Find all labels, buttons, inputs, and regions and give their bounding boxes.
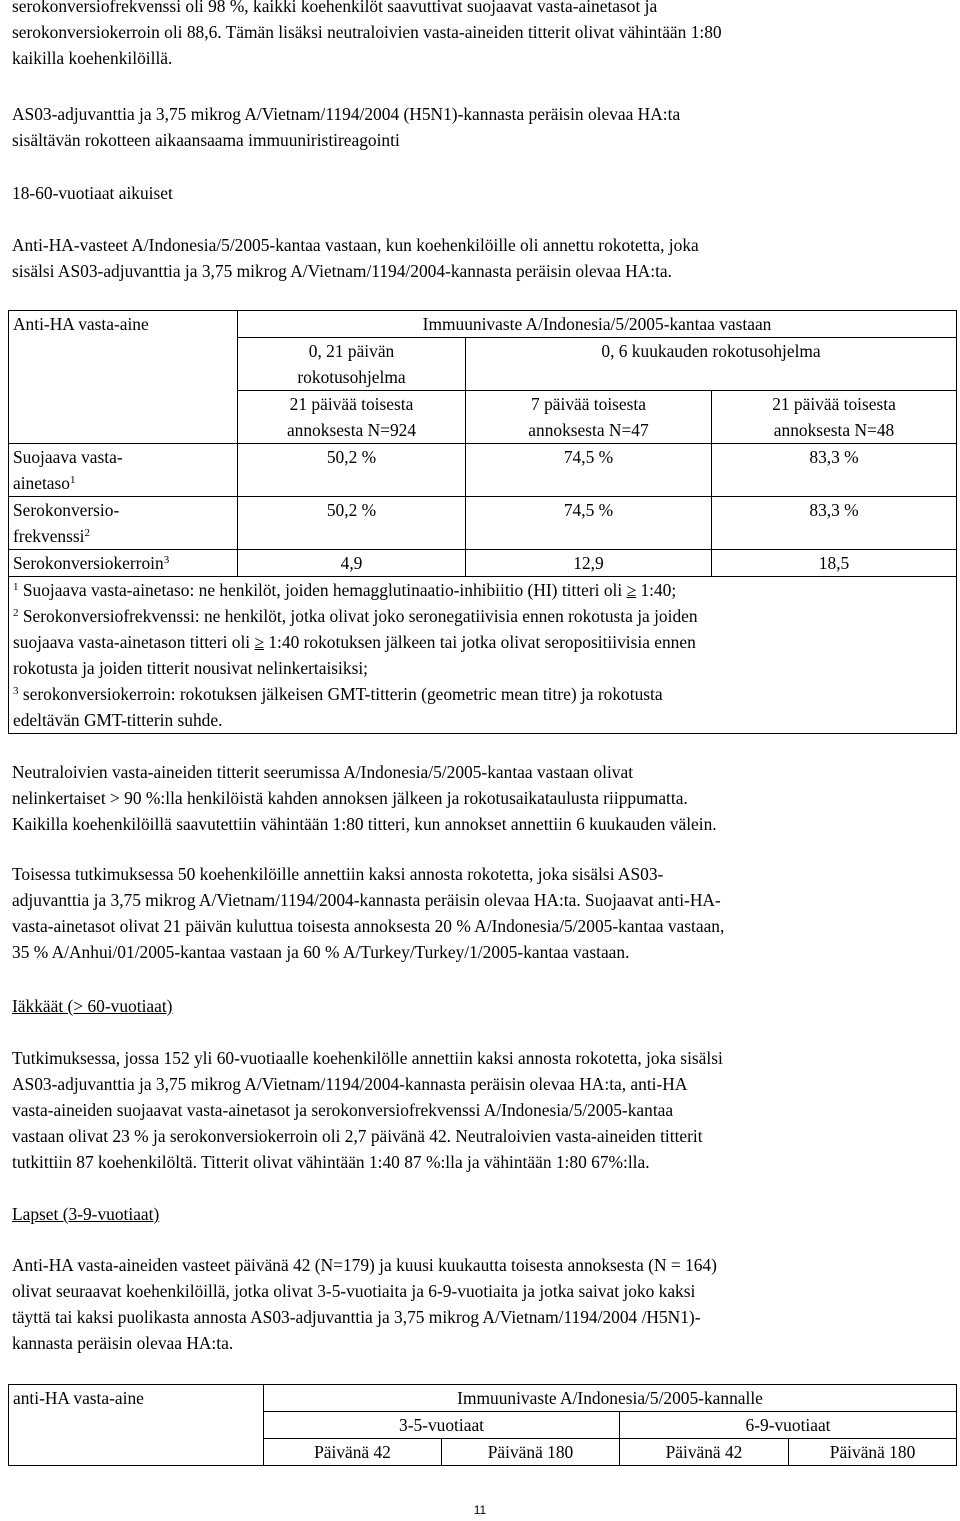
table-header-cell: Anti-HA vasta-aine <box>9 311 238 338</box>
paragraph-line: AS03-adjuvanttia ja 3,75 mikrog A/Vietnam/1194/2004-kannasta peräisin olevaa HA:ta, anti-HA <box>12 1074 688 1094</box>
footnote: edeltävän GMT-titterin suhde. <box>13 710 223 730</box>
paragraph-line: täyttä tai kaksi puolikasta annosta AS03-adjuvanttia ja 3,75 mikrog A/Vietnam/1194/2004 /H5N1)- <box>12 1307 701 1327</box>
table-header-cell <box>466 391 712 444</box>
children-heading: Lapset (3-9-vuotiaat) <box>12 1204 160 1224</box>
intro-line: serokonversiokerroin oli 88,6. Tämän lisäksi neutraloivien vasta-aineiden titterit olivat vähintään 1:80 <box>12 22 722 42</box>
table-header-cell: Päivänä 42 <box>620 1439 789 1466</box>
footnote-ref: 3 <box>163 554 170 566</box>
footnote-text: serokonversiokerroin: rokotuksen jälkeisen GMT-titterin (geometric mean titre) ja rokotusta <box>22 684 663 704</box>
intro-line: kaikilla koehenkilöillä. <box>12 48 173 68</box>
table-header-cell: Päivänä 180 <box>442 1439 620 1466</box>
section-heading-line: sisältävän rokotteen aikaansaama immuuniristireagointi <box>12 130 400 150</box>
footnote-text: 1:40; <box>636 580 677 600</box>
intro-paragraph <box>12 0 942 71</box>
timepoint-label: annoksesta N=924 <box>286 420 417 440</box>
age-group-label: 18-60-vuotiaat aikuiset <box>12 183 173 203</box>
footnote-mark: 3 <box>13 685 19 697</box>
children-paragraph <box>12 1252 942 1356</box>
row-label: Suojaava vasta- <box>13 447 123 467</box>
table-header-cell: Päivänä 180 <box>789 1439 957 1466</box>
geq-symbol: ≥ <box>254 632 265 652</box>
paragraph-line: vastaan olivat 23 % ja serokonversiokerroin oli 2,7 päivänä 42. Neutraloivien vasta-aineiden titterit <box>12 1126 703 1146</box>
row-label: ainetaso <box>13 473 70 493</box>
table-row <box>9 444 957 497</box>
table-cell: 83,3 % <box>712 497 957 550</box>
footnote <box>13 603 952 629</box>
paragraph-line: olivat seuraavat koehenkilöillä, jotka olivat 3-5-vuotiaita ja 6-9-vuotiaita ja jotka saivat joko kaksi <box>12 1281 696 1301</box>
table-cell: 50,2 % <box>238 444 466 497</box>
table-cell: 18,5 <box>712 550 957 577</box>
page-number: 11 <box>473 1503 487 1517</box>
table-cell: 4,9 <box>238 550 466 577</box>
section-description <box>12 232 942 284</box>
footnote-mark: 2 <box>13 607 19 619</box>
footnote <box>13 577 952 603</box>
table-row <box>9 311 957 338</box>
paragraph-line: Anti-HA vasta-aineiden vasteet päivänä 42 (N=179) ja kuusi kuukautta toisesta annoksesta (N = 164) <box>12 1255 717 1275</box>
table-row <box>9 1385 957 1412</box>
timepoint-label: 21 päivää toisesta <box>289 394 414 414</box>
section-heading-line: AS03-adjuvanttia ja 3,75 mikrog A/Vietnam/1194/2004 (H5N1)-kannasta peräisin olevaa HA:ta <box>12 104 681 124</box>
table-header-cell: anti-HA vasta-aine <box>9 1385 264 1412</box>
footnote-mark: 1 <box>13 581 19 593</box>
timepoint-label: 21 päivää toisesta <box>772 394 896 414</box>
table-header-cell: Päivänä 42 <box>264 1439 442 1466</box>
footnote-text: Suojaava vasta-ainetaso: ne henkilöt, joiden hemagglutinaatio-inhibiitio (HI) titteri oli <box>22 580 627 600</box>
timepoint-label: 7 päivää toisesta <box>531 394 646 414</box>
table-footnotes <box>9 577 957 734</box>
paragraph-line: vasta-aineiden suojaavat vasta-ainetasot ja serokonversiofrekvenssi A/Indonesia/5/2005-kantaa <box>12 1100 674 1120</box>
description-line: sisälsi AS03-adjuvanttia ja 3,75 mikrog A/Vietnam/1194/2004-kannasta peräisin olevaa HA:ta. <box>12 261 672 281</box>
immune-response-table <box>8 310 957 734</box>
table-row <box>9 1439 957 1466</box>
row-label-cell <box>9 497 238 550</box>
table-row <box>9 497 957 550</box>
table-cell: 83,3 % <box>712 444 957 497</box>
footnote <box>13 629 952 655</box>
table-cell <box>9 391 238 444</box>
footnote <box>13 681 952 707</box>
footnote-ref: 2 <box>84 527 90 539</box>
elderly-paragraph <box>12 1045 942 1175</box>
children-response-table <box>8 1384 957 1466</box>
table-row <box>9 1412 957 1439</box>
paragraph-line: vasta-ainetasot olivat 21 päivän kuluttua toisesta annoksesta 20 % A/Indonesia/5/2005-kantaa vastaan, <box>12 916 725 936</box>
paragraph-line: tutkittiin 87 koehenkilöltä. Titterit olivat vähintään 1:40 87 %:lla ja vähintään 1:80 67%:lla. <box>12 1152 650 1172</box>
row-label: Serokonversiokerroin <box>13 553 164 573</box>
footnote-ref: 1 <box>69 474 76 486</box>
table-header-cell: Immuunivaste A/Indonesia/5/2005-kannalle <box>264 1385 957 1412</box>
paragraph-line: 35 % A/Anhui/01/2005-kantaa vastaan ja 60 % A/Turkey/Turkey/1/2005-kantaa vastaan. <box>12 942 630 962</box>
table-header-cell: Immuunivaste A/Indonesia/5/2005-kantaa vastaan <box>238 311 957 338</box>
table-cell: 74,5 % <box>466 444 712 497</box>
table-cell: 12,9 <box>466 550 712 577</box>
schedule-label: 0, 21 päivän <box>308 341 395 361</box>
footnote: rokotusta ja joiden titterit nousivat nelinkertaisiksi; <box>13 658 368 678</box>
table-cell: 50,2 % <box>238 497 466 550</box>
table-footnote-row <box>9 577 957 734</box>
row-label: frekvenssi <box>13 526 85 546</box>
table-header-cell: 3-5-vuotiaat <box>264 1412 620 1439</box>
table-header-cell <box>238 338 466 391</box>
schedule-label: rokotusohjelma <box>297 367 406 387</box>
description-line: Anti-HA-vasteet A/Indonesia/5/2005-kantaa vastaan, kun koehenkilöille oli annettu rokotetta, joka <box>12 235 699 255</box>
paragraph-line: nelinkertaiset > 90 %:lla henkilöistä kahden annoksen jälkeen ja rokotusaikataulusta riippumatta. <box>12 788 688 808</box>
timepoint-label: annoksesta N=48 <box>773 420 895 440</box>
section-heading <box>12 101 942 153</box>
table-cell <box>9 1412 264 1439</box>
geq-symbol: ≥ <box>626 580 637 600</box>
paragraph-line: Tutkimuksessa, jossa 152 yli 60-vuotiaalle koehenkilölle annettiin kaksi annosta rokotetta, joka sisälsi <box>12 1048 723 1068</box>
table-header-cell: 6-9-vuotiaat <box>620 1412 957 1439</box>
paragraph-line: adjuvanttia ja 3,75 mikrog A/Vietnam/1194/2004-kannasta peräisin olevaa HA:ta. Suojaavat anti-HA- <box>12 890 721 910</box>
paragraph-line: Kaikilla koehenkilöillä saavutettiin vähintään 1:80 titteri, kun annokset annettiin 6 kuukauden välein. <box>12 814 717 834</box>
table-row <box>9 391 957 444</box>
table-header-cell: 0, 6 kuukauden rokotusohjelma <box>466 338 957 391</box>
table-header-cell <box>238 391 466 444</box>
row-label: Serokonversio- <box>13 500 120 520</box>
neutralizing-paragraph <box>12 759 942 837</box>
intro-line: serokonversiofrekvenssi oli 98 %, kaikki koehenkilöt saavuttivat suojaavat vasta-ainetasot ja <box>12 0 658 16</box>
footnote-text: suojaava vasta-ainetason titteri oli <box>13 632 255 652</box>
table-cell: 74,5 % <box>466 497 712 550</box>
row-label-cell <box>9 444 238 497</box>
timepoint-label: annoksesta N=47 <box>528 420 649 440</box>
table-cell <box>9 1439 264 1466</box>
second-study-paragraph <box>12 861 942 965</box>
table-row <box>9 338 957 391</box>
paragraph-line: kannasta peräisin olevaa HA:ta. <box>12 1333 234 1353</box>
footnote-text: Serokonversiofrekvenssi: ne henkilöt, jotka olivat joko seronegatiivisia ennen rokotusta ja joiden <box>22 606 698 626</box>
table-row <box>9 550 957 577</box>
table-header-cell <box>712 391 957 444</box>
row-label-cell <box>9 550 238 577</box>
table-cell <box>9 338 238 391</box>
paragraph-line: Toisessa tutkimuksessa 50 koehenkilöille annettiin kaksi annosta rokotetta, joka sisälsi AS03- <box>12 864 664 884</box>
footnote-text: 1:40 rokotuksen jälkeen tai jotka olivat seropositiivisia ennen <box>264 632 696 652</box>
paragraph-line: Neutraloivien vasta-aineiden titterit seerumissa A/Indonesia/5/2005-kantaa vastaan olivat <box>12 762 634 782</box>
elderly-heading: Iäkkäät (> 60-vuotiaat) <box>12 996 173 1016</box>
